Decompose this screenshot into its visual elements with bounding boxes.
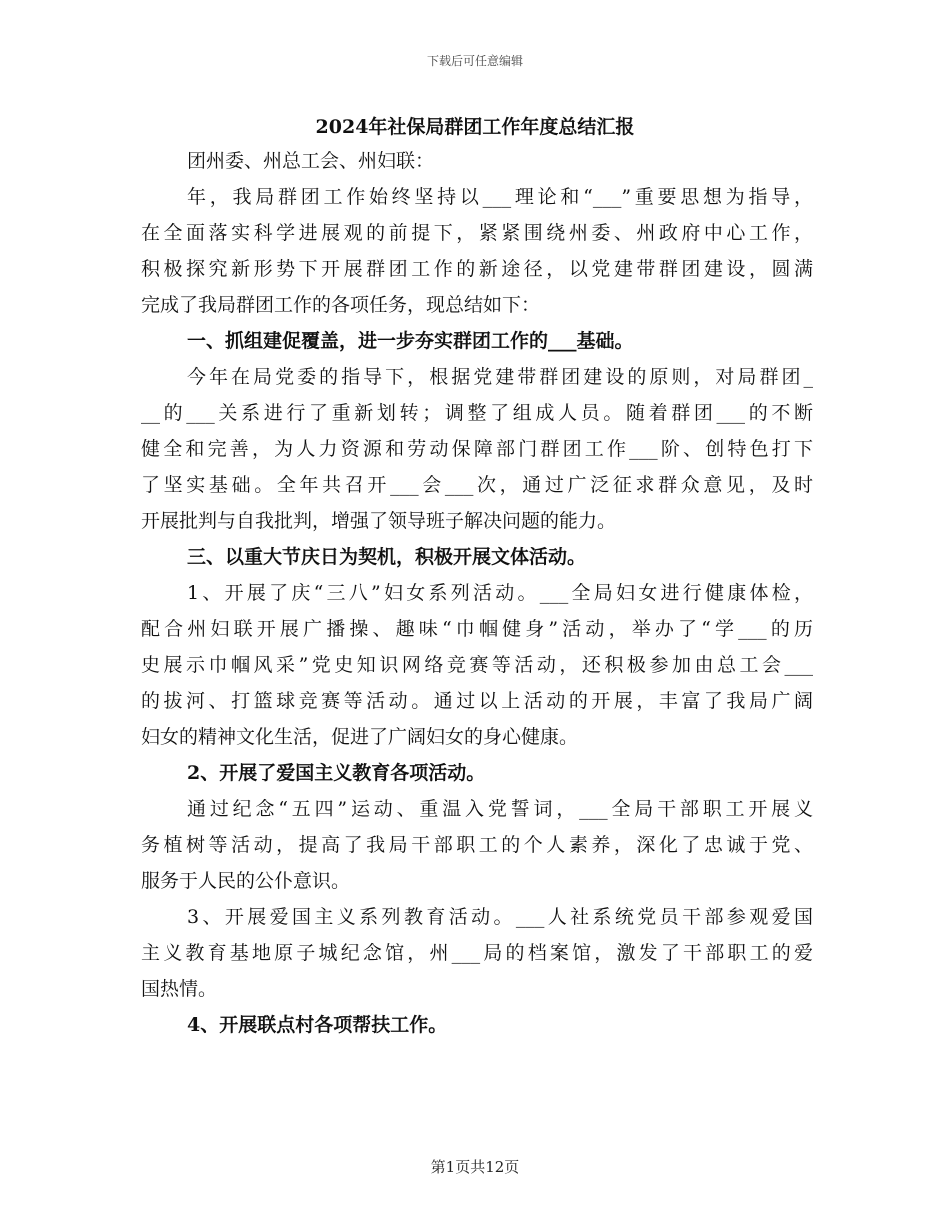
- paragraph-line: 服务于人民的公仆意识。: [141, 870, 351, 892]
- paragraph-line: 积极探究新形势下开展群团工作的新途径，以党建带群团建设，圆满: [141, 258, 813, 280]
- header-note: 下载后可任意编辑: [426, 54, 523, 68]
- paragraph-line: 健全和完善，为人力资源和劳动保障部门群团工作___阶、创特色打下: [141, 438, 813, 460]
- paragraph-line: 务植树等活动，提高了我局干部职工的个人素养，深化了忠诚于党、: [141, 834, 813, 856]
- salutation: 团州委、州总工会、州妇联：: [187, 150, 435, 172]
- paragraph-line: 开展批判与自我批判，增强了领导班子解决问题的能力。: [141, 510, 617, 532]
- subsection-heading: 2、开展了爱国主义教育各项活动。: [187, 762, 486, 784]
- paragraph-line: 配合州妇联开展广播操、趣味“巾帼健身”活动，举办了“学___的历: [141, 618, 813, 640]
- paragraph-line: 年，我局群团工作始终坚持以___理论和“___”重要思想为指导，: [187, 186, 813, 208]
- page-footer: 第1页共12页: [430, 1158, 520, 1176]
- document-body: [141, 143, 813, 1043]
- paragraph-line: 在全面落实科学进展观的前提下，紧紧围绕州委、州政府中心工作，: [141, 222, 813, 244]
- paragraph-line: 今年在局党委的指导下，根据党建带群团建设的原则，对局群团_: [187, 366, 813, 388]
- document-title: 2024年社保局群团工作年度总结汇报: [315, 116, 635, 138]
- paragraph-line: 国热情。: [141, 978, 218, 1000]
- section-heading: 三、以重大节庆日为契机，积极开展文体活动。: [187, 546, 587, 568]
- paragraph-line: 3、开展爱国主义系列教育活动。___人社系统党员干部参观爱国: [187, 906, 813, 928]
- subsection-heading: 4、开展联点村各项帮扶工作。: [187, 1014, 448, 1036]
- section-heading: 一、抓组建促覆盖，进一步夯实群团工作的___基础。: [187, 330, 634, 352]
- paragraph-line: 史展示巾帼风采”党史知识网络竞赛等活动，还积极参加由总工会___: [141, 654, 813, 676]
- paragraph-line: 主义教育基地原子城纪念馆，州___局的档案馆，激发了干部职工的爱: [141, 942, 813, 964]
- paragraph-line: 通过纪念“五四”运动、重温入党誓词，___全局干部职工开展义: [187, 798, 813, 820]
- paragraph-line: 1、开展了庆“三八”妇女系列活动。___全局妇女进行健康体检，: [187, 582, 813, 604]
- paragraph-line: 妇女的精神文化生活，促进了广阔妇女的身心健康。: [141, 726, 579, 748]
- paragraph-line: 了坚实基础。全年共召开___会___次，通过广泛征求群众意见，及时: [141, 474, 813, 496]
- paragraph-line: 的拔河、打篮球竞赛等活动。通过以上活动的开展，丰富了我局广阔: [141, 690, 813, 712]
- paragraph-line: __的___关系进行了重新划转；调整了组成人员。随着群团___的不断: [141, 402, 813, 424]
- paragraph-line: 完成了我局群团工作的各项任务，现总结如下：: [141, 294, 541, 316]
